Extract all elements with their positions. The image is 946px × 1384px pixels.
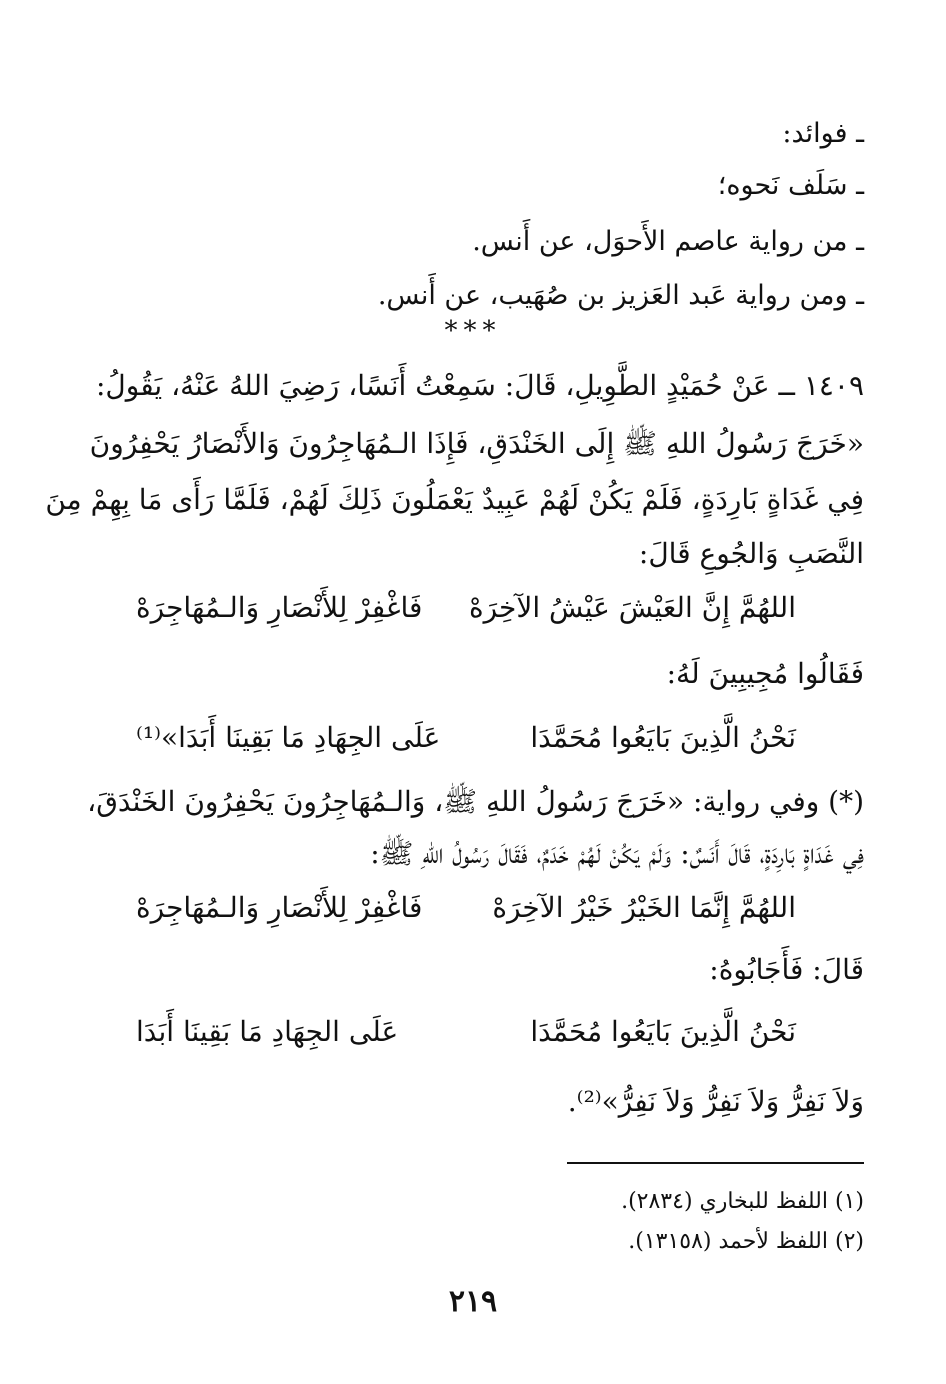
verse-hemistich: عَلَى الجِهَادِ مَا بَقِينَا أَبَدَا»⁽¹⁾: [136, 721, 441, 754]
hadith-matn-line: النَّصَبِ وَالجُوعِ قَالَ:: [638, 537, 864, 570]
verse-closing: وَلاَ نَفِرُّ وَلاَ نَفِرُّ وَلاَ نَفِرُّ»⁽²⁾.: [567, 1085, 864, 1118]
verse-hemistich: نَحْنُ الَّذِينَ بَايَعُوا مُحَمَّدَا: [530, 1015, 796, 1048]
riwaya-line: فِي غَدَاةٍ بَارِدَةٍ، قَالَ أَنَسٌ: وَلَمْ يَكُنْ لَهُمْ خَدَمٌ، فَقَالَ رَسُولُ اللهِ ﷺ:: [370, 837, 864, 870]
page-number: ٢١٩: [448, 1284, 498, 1319]
verse-hemistich: عَلَى الجِهَادِ مَا بَقِينَا أَبَدَا: [136, 1015, 399, 1048]
reply-intro: قَالَ: فَأَجَابُوهُ:: [709, 953, 864, 986]
poem-verse: [136, 586, 796, 630]
poem-verse: [136, 1010, 796, 1054]
verse-hemistich: اللهُمَّ إِنَّمَا الخَيْرُ خَيْرُ الآخِرَهْ: [492, 891, 796, 924]
fawaid-heading: ـ فوائد:: [782, 118, 864, 149]
hadith-matn-line: «خَرَجَ رَسُولُ اللهِ ﷺ إِلَى الخَنْدَقِ، فَإِذَا الـمُهَاجِرُونَ وَالأَنْصَارُ يَحْفِرُونَ: [89, 427, 864, 460]
section-separator: ***: [444, 316, 502, 346]
fawaid-item: ـ ومن رواية عَبد العَزيز بن صُهَيب، عن أَنس.: [377, 280, 864, 311]
fawaid-item: ـ من رواية عاصم الأَحوَل، عن أَنس.: [472, 226, 864, 257]
footnote-divider: [567, 1162, 864, 1164]
verse-hemistich: نَحْنُ الَّذِينَ بَايَعُوا مُحَمَّدَا: [530, 721, 796, 754]
fawaid-item: ـ سَلَف نَحوه؛: [717, 170, 864, 201]
poem-verse: [136, 886, 796, 930]
verse-hemistich: فَاغْفِرْ لِلأَنْصَارِ وَالـمُهَاجِرَهْ: [136, 591, 423, 624]
verse-hemistich: اللهُمَّ إِنَّ العَيْشَ عَيْشُ الآخِرَهْ: [468, 591, 796, 624]
riwaya-line: (*) وفي رواية: «خَرَجَ رَسُولُ اللهِ ﷺ، وَالـمُهَاجِرُونَ يَحْفِرُونَ الخَنْدَقَ،: [87, 785, 864, 818]
hadith-isnad: ١٤٠٩ ــ عَنْ حُمَيْدٍ الطَّوِيلِ، قَالَ: سَمِعْتُ أَنَسًا، رَضِيَ اللهُ عَنْهُ، يَقُولُ:: [95, 369, 864, 402]
verse-hemistich: فَاغْفِرْ لِلأَنْصَارِ وَالـمُهَاجِرَهْ: [136, 891, 423, 924]
footnote: (١) اللفظ للبخاري (٢٨٣٤).: [621, 1189, 864, 1214]
poem-verse: [136, 716, 796, 760]
hadith-matn-line: فِي غَدَاةٍ بَارِدَةٍ، فَلَمْ يَكُنْ لَهُمْ عَبِيدٌ يَعْمَلُونَ ذَلِكَ لَهُمْ، فَلَمَّا رَأَى مَا بِهِمْ مِنَ: [45, 483, 864, 516]
reply-intro: فَقَالُوا مُجِيبِينَ لَهُ:: [666, 657, 864, 690]
footnote: (٢) اللفظ لأحمد (١٣١٥٨).: [628, 1229, 864, 1254]
